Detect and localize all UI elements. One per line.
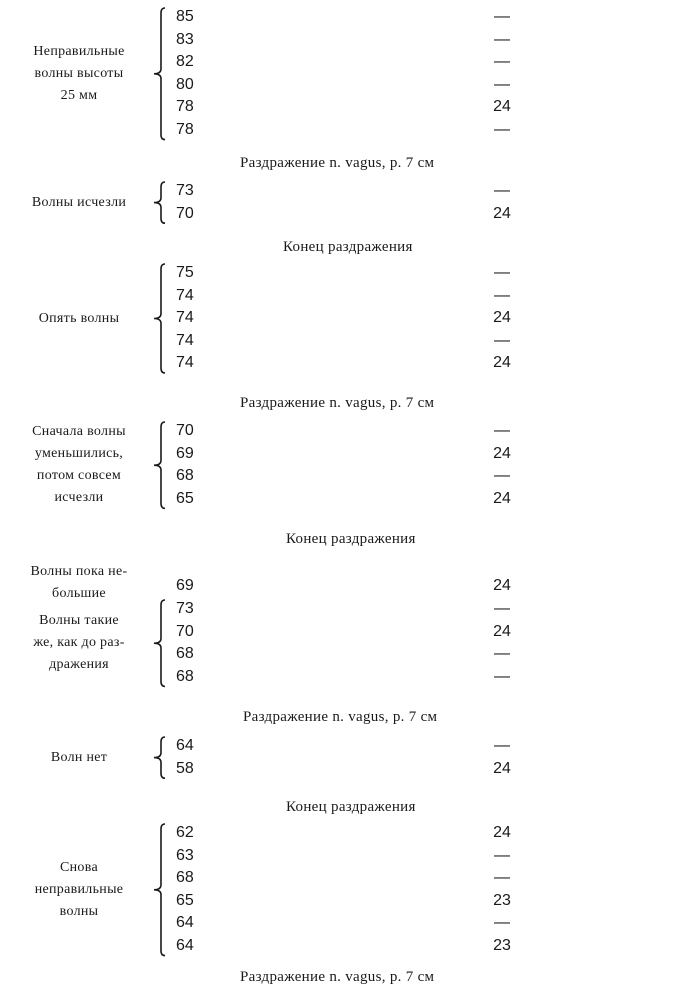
group-label: неправильные: [34, 881, 124, 897]
group-label: исчезли: [54, 490, 104, 506]
section-heading: Раздражение n. vagus, р. 7 см: [240, 395, 435, 411]
reading-value: —: [494, 264, 510, 281]
reading-value: 23: [493, 937, 511, 954]
reading-number: 74: [176, 309, 194, 327]
reading-value: —: [494, 8, 510, 25]
curly-brace: [151, 420, 167, 510]
group-label: Опять волны: [38, 310, 120, 326]
reading-value: —: [494, 846, 510, 864]
reading-value: 24: [493, 577, 511, 594]
reading-value: —: [494, 645, 510, 663]
reading-number: 68: [176, 667, 194, 685]
curly-brace: [151, 6, 167, 142]
group-label: волны: [59, 903, 99, 919]
group-label: большие: [52, 586, 106, 601]
reading-value: 24: [493, 489, 511, 507]
reading-number: 69: [176, 577, 194, 594]
reading-number: 80: [176, 75, 194, 93]
reading-value: —: [494, 869, 510, 887]
reading-number: 74: [176, 331, 194, 349]
reading-value: 24: [493, 622, 511, 640]
reading-value: —: [494, 286, 510, 304]
reading-value: —: [494, 467, 510, 485]
section-heading: Конец раздражения: [286, 531, 416, 547]
section-heading: Конец раздражения: [283, 239, 413, 255]
section-heading: Раздражение n. vagus, р. 7 см: [243, 709, 438, 725]
group-label: Сначала волны: [32, 424, 126, 440]
reading-number: 68: [176, 869, 194, 887]
reading-value: —: [494, 30, 510, 48]
curly-brace: [151, 180, 167, 225]
reading-number: 70: [176, 422, 194, 439]
section-heading: Конец раздражения: [286, 799, 416, 815]
group-label: Волны исчезли: [31, 194, 127, 210]
reading-value: —: [494, 53, 510, 71]
section-heading: Раздражение n. vagus, р. 7 см: [240, 969, 435, 985]
reading-value: 24: [493, 824, 511, 841]
group-label: Снова: [60, 859, 98, 875]
reading-number: 73: [176, 182, 194, 199]
reading-value: —: [494, 737, 510, 754]
reading-number: 73: [176, 600, 194, 617]
reading-number: 63: [176, 846, 194, 864]
group-label: Неправильные: [33, 43, 125, 59]
curly-brace: [151, 735, 167, 780]
reading-value: —: [494, 914, 510, 932]
reading-value: 23: [493, 891, 511, 909]
reading-number: 58: [176, 759, 194, 777]
reading-number: 74: [176, 354, 194, 372]
reading-value: —: [494, 422, 510, 439]
reading-value: —: [494, 600, 510, 617]
reading-value: 24: [493, 354, 511, 372]
reading-value: —: [494, 182, 510, 199]
reading-value: —: [494, 331, 510, 349]
reading-value: 24: [493, 204, 511, 222]
reading-number: 70: [176, 204, 194, 222]
reading-number: 68: [176, 467, 194, 485]
reading-value: —: [494, 667, 510, 685]
reading-number: 64: [176, 937, 194, 954]
reading-value: 24: [493, 444, 511, 462]
curly-brace: [151, 262, 167, 375]
group-label: же, как до раз-: [33, 635, 125, 651]
reading-number: 64: [176, 914, 194, 932]
group-label: волны высоты: [34, 65, 124, 81]
reading-number: 62: [176, 824, 194, 841]
reading-number: 82: [176, 53, 194, 71]
group-label: дражения: [49, 657, 109, 673]
curly-brace: [151, 822, 167, 958]
group-label: Волны пока не-: [30, 564, 128, 579]
reading-value: —: [494, 75, 510, 93]
reading-number: 85: [176, 8, 194, 25]
reading-number: 78: [176, 121, 194, 138]
section-heading: Раздражение n. vagus, р. 7 см: [240, 155, 435, 171]
reading-number: 83: [176, 30, 194, 48]
reading-number: 64: [176, 737, 194, 754]
reading-value: 24: [493, 759, 511, 777]
curly-brace: [151, 598, 167, 688]
reading-number: 78: [176, 98, 194, 116]
reading-number: 68: [176, 645, 194, 663]
reading-value: 24: [493, 98, 511, 116]
group-label: 25 мм: [60, 87, 98, 103]
reading-number: 65: [176, 891, 194, 909]
reading-number: 70: [176, 622, 194, 640]
group-label: Волн нет: [50, 749, 108, 765]
group-label: потом совсем: [36, 468, 122, 484]
reading-number: 69: [176, 444, 194, 462]
group-label: Волны такие: [39, 613, 119, 629]
reading-number: 65: [176, 489, 194, 507]
reading-value: 24: [493, 309, 511, 327]
group-label: уменьшились,: [34, 446, 124, 462]
reading-value: —: [494, 121, 510, 138]
reading-number: 75: [176, 264, 194, 281]
reading-number: 74: [176, 286, 194, 304]
